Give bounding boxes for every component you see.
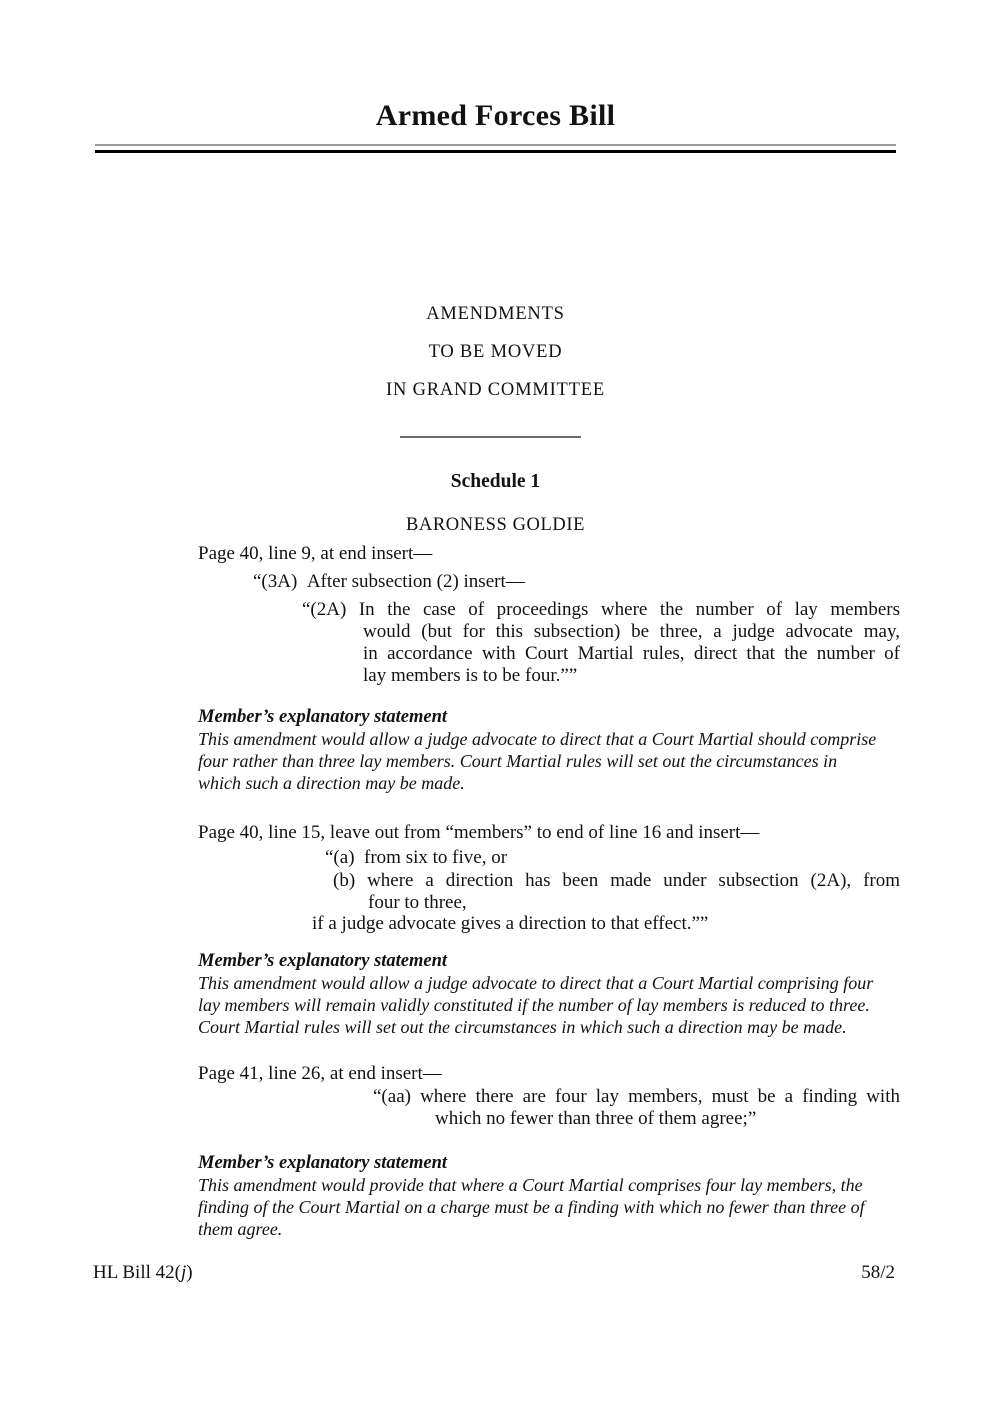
sponsor-name: BARONESS GOLDIE: [405, 515, 586, 535]
title-rule-thick: [95, 150, 896, 153]
explanatory-statement-heading: Member’s explanatory statement: [198, 951, 448, 971]
section-divider-rule: [400, 436, 581, 438]
amendment2-item-b-line0: where a direction has been made under subsection (2A), from: [367, 870, 901, 891]
amendment2-opener: Page 40, line 15, leave out from “members” to end of line 16 and insert—: [198, 822, 760, 843]
session-heading-to-be-moved: TO BE MOVED: [428, 342, 563, 362]
amendment-text-line: [373, 1086, 900, 1108]
bill-number-italic: j: [180, 1262, 187, 1283]
session-heading-amendments: AMENDMENTS: [426, 304, 565, 324]
page-title: Armed Forces Bill: [375, 99, 616, 132]
amendment-text-line: [302, 599, 900, 621]
session-heading-grand-committee: IN GRAND COMMITTEE: [386, 380, 605, 400]
amendment2-item-b: [333, 870, 900, 914]
amendment1-sub-2a-label: “(2A): [302, 599, 347, 620]
amendment3-item-aa-label: “(aa): [373, 1086, 411, 1107]
explanatory-statement-line: This amendment would provide that where a Court Martial comprises four lay members, the: [198, 1175, 863, 1195]
amendment-text-line: which no fewer than three of them agree;”: [435, 1108, 757, 1129]
amendment1-sub-2a: [302, 599, 900, 687]
explanatory-statement-line: them agree.: [198, 1219, 283, 1239]
amendment3-explanatory-statement: [198, 1152, 900, 1240]
amendment-text-line: [333, 870, 900, 892]
bill-number-close: ): [186, 1262, 193, 1283]
amendment2-item-b-label: (b): [333, 870, 356, 891]
explanatory-statement-line: which such a direction may be made.: [198, 773, 465, 793]
explanatory-statement-line: finding of the Court Martial on a charge must be a finding with which no fewer than three of: [198, 1197, 865, 1217]
explanatory-statement-line: This amendment would allow a judge advocate to direct that a Court Martial should comprise: [198, 729, 877, 749]
amendment2-closing: if a judge advocate gives a direction to that effect.””: [312, 913, 709, 934]
explanatory-statement-heading: Member’s explanatory statement: [198, 707, 448, 727]
amendment-text-line: lay members is to be four.””: [363, 665, 578, 686]
amendment-text-line: would (but for this subsection) be three, a judge advocate may,: [363, 621, 900, 642]
amendment2-item-a-label: “(a): [325, 847, 355, 868]
amendment3-opener: Page 41, line 26, at end insert—: [198, 1063, 442, 1084]
amendment2-item-a-text: from six to five, or: [364, 847, 508, 868]
title-rule-thin: [95, 144, 896, 146]
amendment-text-line: four to three,: [368, 892, 467, 913]
explanatory-statement-heading: Member’s explanatory statement: [198, 1153, 448, 1173]
amendment-reference-number: 58/2: [861, 1262, 895, 1283]
explanatory-statement-line: This amendment would allow a judge advocate to direct that a Court Martial comprising four: [198, 973, 874, 993]
schedule-heading: Schedule 1: [450, 471, 541, 492]
bill-number-text: HL Bill 42(: [93, 1262, 181, 1283]
bill-number: [93, 1262, 193, 1284]
amendment2-item-a: [325, 847, 900, 869]
amendment1-sub-3a-label: “(3A): [253, 571, 298, 592]
amendment1-sub-3a-text: After subsection (2) insert—: [306, 571, 525, 592]
explanatory-statement-line: lay members will remain validly constituted if the number of lay members is reduced to three.: [198, 995, 870, 1015]
amendment3-item-aa-line0: where there are four lay members, must be a finding with: [420, 1086, 900, 1107]
amendment1-sub-3a: [253, 571, 900, 593]
amendment1-sub-2a-line0: In the case of proceedings where the number of lay members: [358, 599, 900, 620]
amendment1-opener: Page 40, line 9, at end insert—: [198, 543, 433, 564]
amendment2-explanatory-statement: [198, 950, 900, 1038]
amendment3-item-aa: [373, 1086, 900, 1130]
explanatory-statement-line: Court Martial rules will set out the circumstances in which such a direction may be made.: [198, 1017, 847, 1037]
explanatory-statement-line: four rather than three lay members. Court Martial rules will set out the circumstances in: [198, 751, 838, 771]
amendment-text-line: in accordance with Court Martial rules, direct that the number of: [363, 643, 900, 664]
amendment1-explanatory-statement: [198, 706, 900, 794]
